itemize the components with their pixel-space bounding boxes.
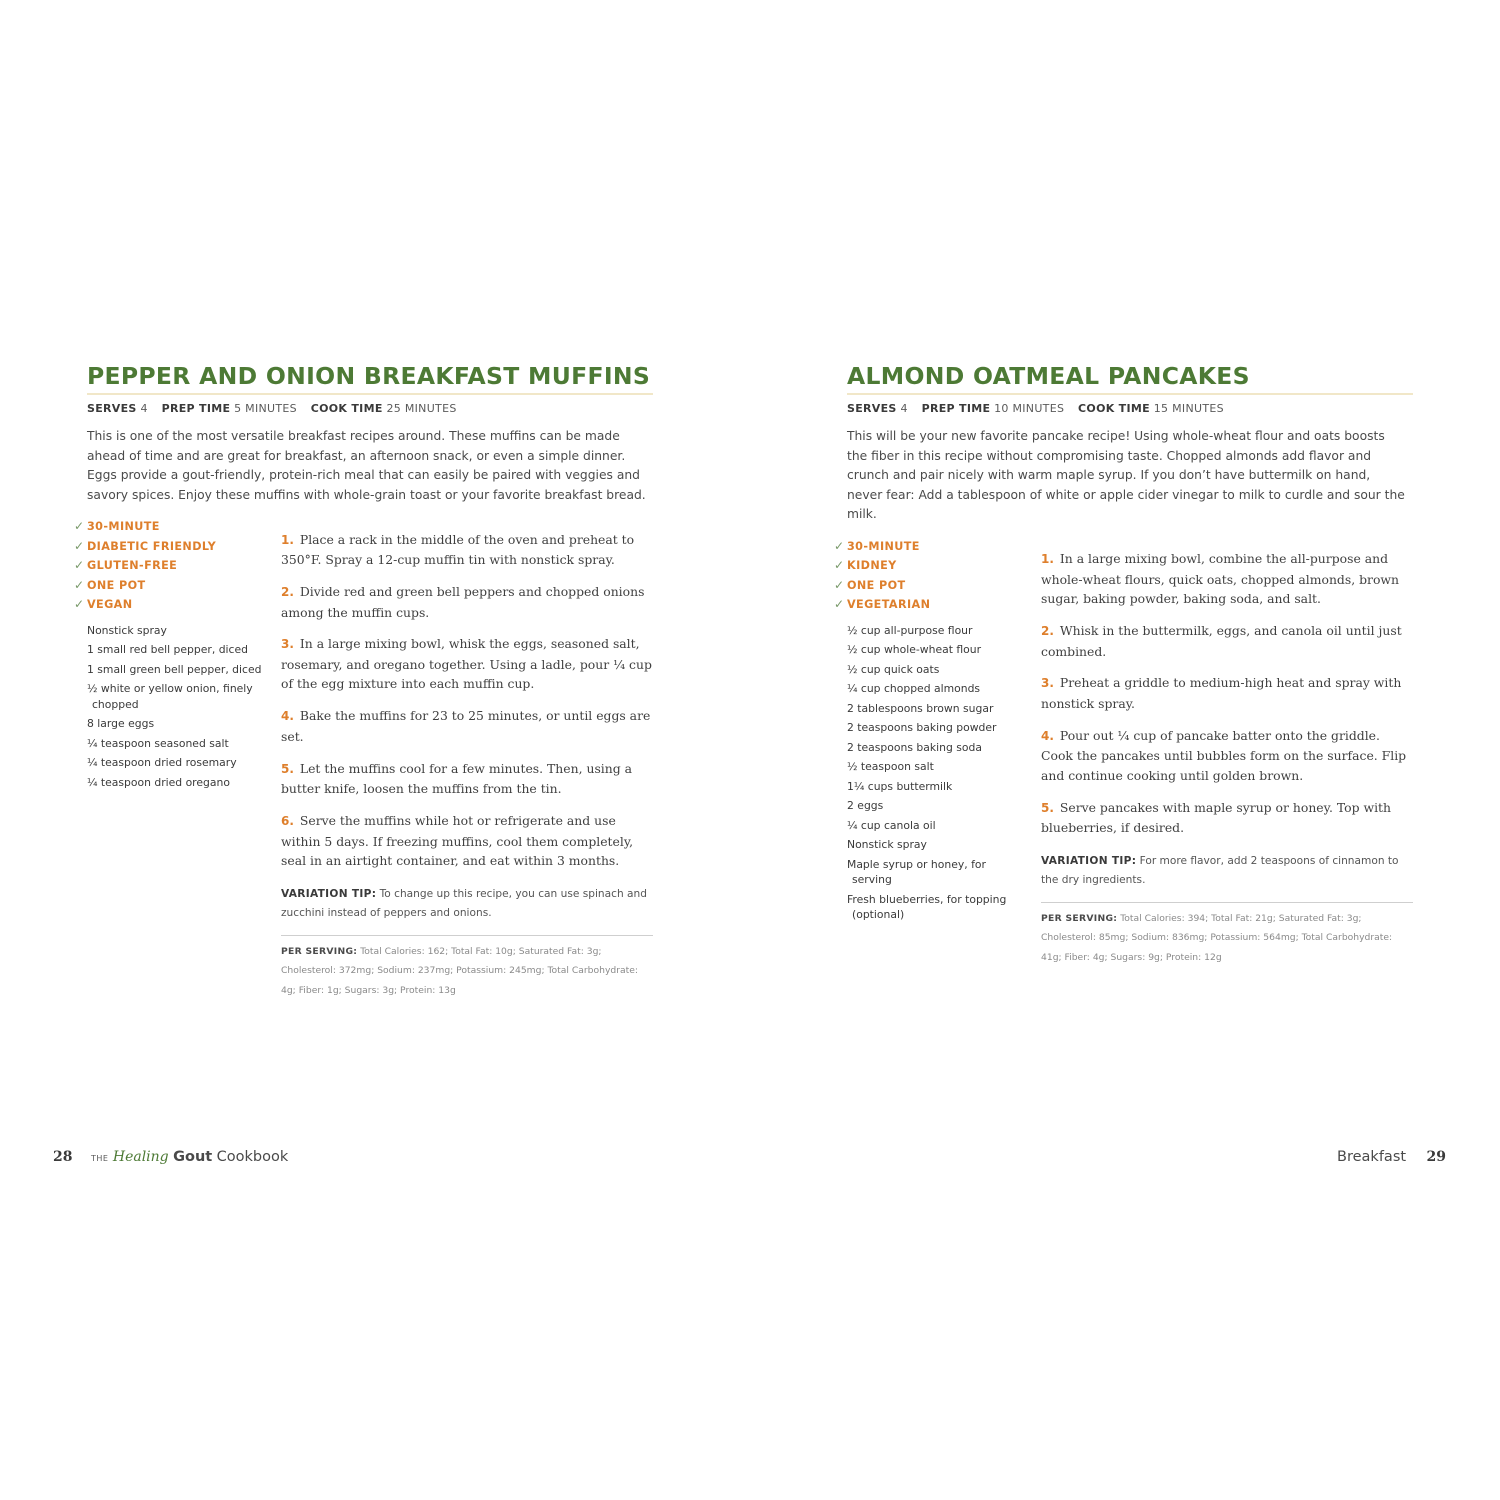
ingredient-item: ½ white or yellow onion, finely chopped: [87, 682, 253, 711]
instruction-step: [1041, 798, 1413, 838]
nutrition-info: [1041, 909, 1413, 968]
instruction-step: [1041, 621, 1413, 661]
ingredient-item: 2 teaspoons baking soda: [847, 740, 982, 754]
diet-tag: [74, 556, 272, 576]
diet-tag-label: 30-MINUTE: [87, 520, 160, 534]
ingredient-item: Maple syrup or honey, for serving: [847, 857, 986, 887]
step-number: 5.: [1041, 800, 1054, 815]
step-number: 4.: [1041, 728, 1054, 743]
check-icon: ✓: [74, 577, 85, 592]
check-icon: ✓: [74, 597, 85, 612]
ingredient-item: 8 large eggs: [87, 717, 155, 731]
ingredient-item: ¼ cup canola oil: [847, 818, 936, 832]
ingredient-item: 1 small red bell pepper, diced: [87, 643, 248, 657]
step-number: 6.: [281, 814, 294, 829]
step-text: Bake the muffins for 23 to 25 minutes, or until eggs are set.: [281, 708, 651, 744]
book-title-healing: Healing: [112, 1149, 169, 1165]
check-icon: ✓: [74, 558, 85, 573]
step-list: [281, 530, 653, 871]
step-text: Divide red and green bell peppers and chopped onions among the muffin cups.: [281, 584, 645, 620]
step-text: In a large mixing bowl, whisk the eggs, seasoned salt, rosemary, and oregano together. Using a ladle, pour ¼ cup of the egg mixture into each muffin cup.: [281, 636, 652, 692]
book-title-gout: Gout: [173, 1149, 213, 1165]
step-number: 1.: [1041, 552, 1054, 567]
check-icon: ✓: [834, 577, 845, 592]
diet-tag-label: KIDNEY: [847, 559, 897, 573]
diet-tag-label: VEGETARIAN: [847, 598, 931, 612]
variation-tip-label: VARIATION TIP:: [1041, 854, 1137, 867]
instruction-step: [281, 582, 653, 622]
recipe-intro: This is one of the most versatile breakfast recipes around. These muffins can be made ahead of time and are great for breakfast, an afternoon snack, or even a simple dinner. Eggs provide a gout-friendly, protein-rich meal that can easily be paired with veggies and savory spices. Enjoy these muffins with whole-grain toast or your favorite breakfast bread.: [87, 429, 646, 502]
ingredient-item: 2 tablespoons brown sugar: [847, 701, 994, 715]
per-serving-label: PER SERVING:: [1041, 912, 1118, 924]
diet-tag: [834, 595, 1032, 615]
recipe-pepper-onion-muffins: [74, 361, 653, 996]
instruction-step: [281, 759, 653, 799]
ingredient-item: ½ cup whole-wheat flour: [847, 643, 982, 657]
ingredient-item: Nonstick spray: [847, 838, 927, 852]
book-title-the: THE: [90, 1154, 109, 1163]
page-number: 28: [53, 1149, 73, 1165]
prep-time-value: 10 MINUTES: [994, 402, 1065, 415]
section-name: Breakfast: [1337, 1149, 1407, 1165]
step-text: Serve pancakes with maple syrup or honey. Top with blueberries, if desired.: [1041, 799, 1392, 836]
check-icon: ✓: [834, 538, 845, 553]
cook-time-label: COOK TIME: [310, 402, 383, 415]
check-icon: ✓: [834, 597, 845, 612]
ingredient-item: ¼ cup chopped almonds: [847, 682, 981, 696]
diet-tag: [834, 537, 1032, 557]
per-serving-label: PER SERVING:: [281, 945, 358, 957]
cook-time-label: COOK TIME: [1078, 402, 1150, 415]
step-number: 3.: [281, 637, 294, 652]
diet-tag: [834, 576, 1032, 596]
ingredient-item: Nonstick spray: [87, 623, 167, 637]
instruction-step: [281, 530, 653, 570]
ingredient-list: [87, 623, 272, 791]
diet-tag-label: ONE POT: [87, 578, 146, 592]
ingredient-item: ¼ teaspoon dried oregano: [87, 775, 230, 789]
check-icon: ✓: [74, 538, 85, 553]
recipe-title: ALMOND OATMEAL PANCAKES: [847, 361, 1413, 395]
ingredient-item: ¼ teaspoon dried rosemary: [87, 756, 237, 770]
diet-tag-label: ONE POT: [847, 578, 906, 592]
ingredient-item: ½ teaspoon salt: [847, 760, 934, 774]
diet-tags: [834, 537, 1032, 615]
diet-tag-label: 30-MINUTE: [847, 539, 920, 553]
ingredient-item: Fresh blueberries, for topping (optional): [847, 892, 1007, 922]
step-text: Pour out ¼ cup of pancake batter onto the griddle. Cook the pancakes until bubbles form on the surface. Flip and continue cooking until golden brown.: [1041, 727, 1407, 783]
serves-label: SERVES: [87, 402, 137, 415]
ingredient-item: ½ cup all-purpose flour: [847, 623, 973, 637]
step-text: Serve the muffins while hot or refrigerate and use within 5 days. If freezing muffins, cool them completely, seal in an airtight container, and eat within 3 months.: [281, 813, 634, 869]
ingredient-item: 2 teaspoons baking powder: [847, 721, 997, 735]
instruction-step: [281, 706, 653, 746]
ingredient-item: ¼ teaspoon seasoned salt: [87, 736, 229, 750]
prep-time-label: PREP TIME: [921, 402, 991, 415]
step-list: [1041, 549, 1413, 838]
step-number: 4.: [281, 709, 294, 724]
check-icon: ✓: [834, 558, 845, 573]
variation-tip: [1041, 852, 1413, 903]
right-footer: [1337, 1146, 1446, 1168]
step-number: 1.: [281, 532, 294, 547]
step-text: Place a rack in the middle of the oven and preheat to 350°F. Spray a 12-cup muffin tin with nonstick spray.: [281, 531, 635, 568]
prep-time-value: 5 MINUTES: [234, 402, 297, 415]
diet-tag: [74, 517, 272, 537]
recipe-meta: [847, 402, 1413, 420]
book-title-cookbook: Cookbook: [216, 1149, 289, 1165]
diet-tag-label: GLUTEN-FREE: [87, 559, 178, 573]
diet-tags: [74, 517, 272, 615]
right-page: [750, 0, 1500, 1500]
instruction-step: [1041, 726, 1413, 786]
instruction-step: [1041, 549, 1413, 609]
serves-value: 4: [900, 402, 908, 415]
variation-tip-text: To change up this recipe, you can use spinach and zucchini instead of peppers and onions.: [281, 887, 647, 920]
ingredient-list: [847, 623, 1032, 923]
diet-tag: [74, 595, 272, 615]
instruction-step: [281, 634, 653, 694]
ingredient-item: 1 small green bell pepper, diced: [87, 662, 262, 676]
diet-tag: [834, 556, 1032, 576]
step-number: 2.: [281, 585, 294, 600]
ingredient-item: 1¼ cups buttermilk: [847, 779, 953, 793]
recipe-title: PEPPER AND ONION BREAKFAST MUFFINS: [87, 361, 653, 395]
cook-time-value: 15 MINUTES: [1153, 402, 1224, 415]
left-footer: [53, 1146, 288, 1168]
recipe-meta: [87, 402, 653, 420]
step-number: 2.: [1041, 624, 1054, 639]
nutrition-info: [281, 942, 653, 1001]
step-number: 3.: [1041, 676, 1054, 691]
diet-tag: [74, 576, 272, 596]
variation-tip-label: VARIATION TIP:: [281, 887, 377, 900]
step-text: Let the muffins cool for a few minutes. Then, using a butter knife, loosen the muffins from the tin.: [281, 760, 633, 797]
step-text: Whisk in the buttermilk, eggs, and canola oil until just combined.: [1041, 623, 1402, 659]
variation-tip-text: For more flavor, add 2 teaspoons of cinnamon to the dry ingredients.: [1041, 854, 1399, 887]
diet-tag-label: VEGAN: [87, 598, 133, 612]
page-number: 29: [1426, 1149, 1446, 1165]
serves-label: SERVES: [847, 402, 897, 415]
step-text: Preheat a griddle to medium-high heat and spray with nonstick spray.: [1041, 675, 1402, 711]
per-serving-text: Total Calories: 162; Total Fat: 10g; Saturated Fat: 3g; Cholesterol: 372mg; Sodium: 237mg; Potassium: 245mg; Total Carbohydrate: 4g; Fiber: 1g; Sugars: 3g; Protein: 13g: [281, 945, 638, 996]
cook-time-value: 25 MINUTES: [386, 402, 457, 415]
instruction-step: [281, 811, 653, 871]
ingredient-item: ½ cup quick oats: [847, 662, 940, 676]
serves-value: 4: [140, 402, 148, 415]
diet-tag: [74, 537, 272, 557]
recipe-almond-oatmeal-pancakes: [834, 361, 1413, 963]
step-text: In a large mixing bowl, combine the all-purpose and whole-wheat flours, quick oats, chopped almonds, brown sugar, baking powder, baking soda, and salt.: [1041, 551, 1399, 607]
per-serving-text: Total Calories: 394; Total Fat: 21g; Saturated Fat: 3g; Cholesterol: 85mg; Sodium: 836mg; Potassium: 564mg; Total Carbohydrate: 41g; Fiber: 4g; Sugars: 9g; Protein: 12g: [1041, 912, 1393, 963]
prep-time-label: PREP TIME: [161, 402, 231, 415]
ingredient-item: 2 eggs: [847, 799, 884, 813]
step-number: 5.: [281, 761, 294, 776]
diet-tag-label: DIABETIC FRIENDLY: [87, 539, 217, 553]
recipe-intro: This will be your new favorite pancake recipe! Using whole-wheat flour and oats boosts the fiber in this recipe without compromising taste. Chopped almonds add flavor and crunch and pair nicely with warm maple syrup. If you don’t have buttermilk on hand, never fear: Add a tablespoon of white or apple cider vinegar to milk to curdle and sour the milk.: [847, 429, 1405, 521]
variation-tip: [281, 885, 653, 936]
instruction-step: [1041, 673, 1413, 713]
check-icon: ✓: [74, 519, 85, 534]
